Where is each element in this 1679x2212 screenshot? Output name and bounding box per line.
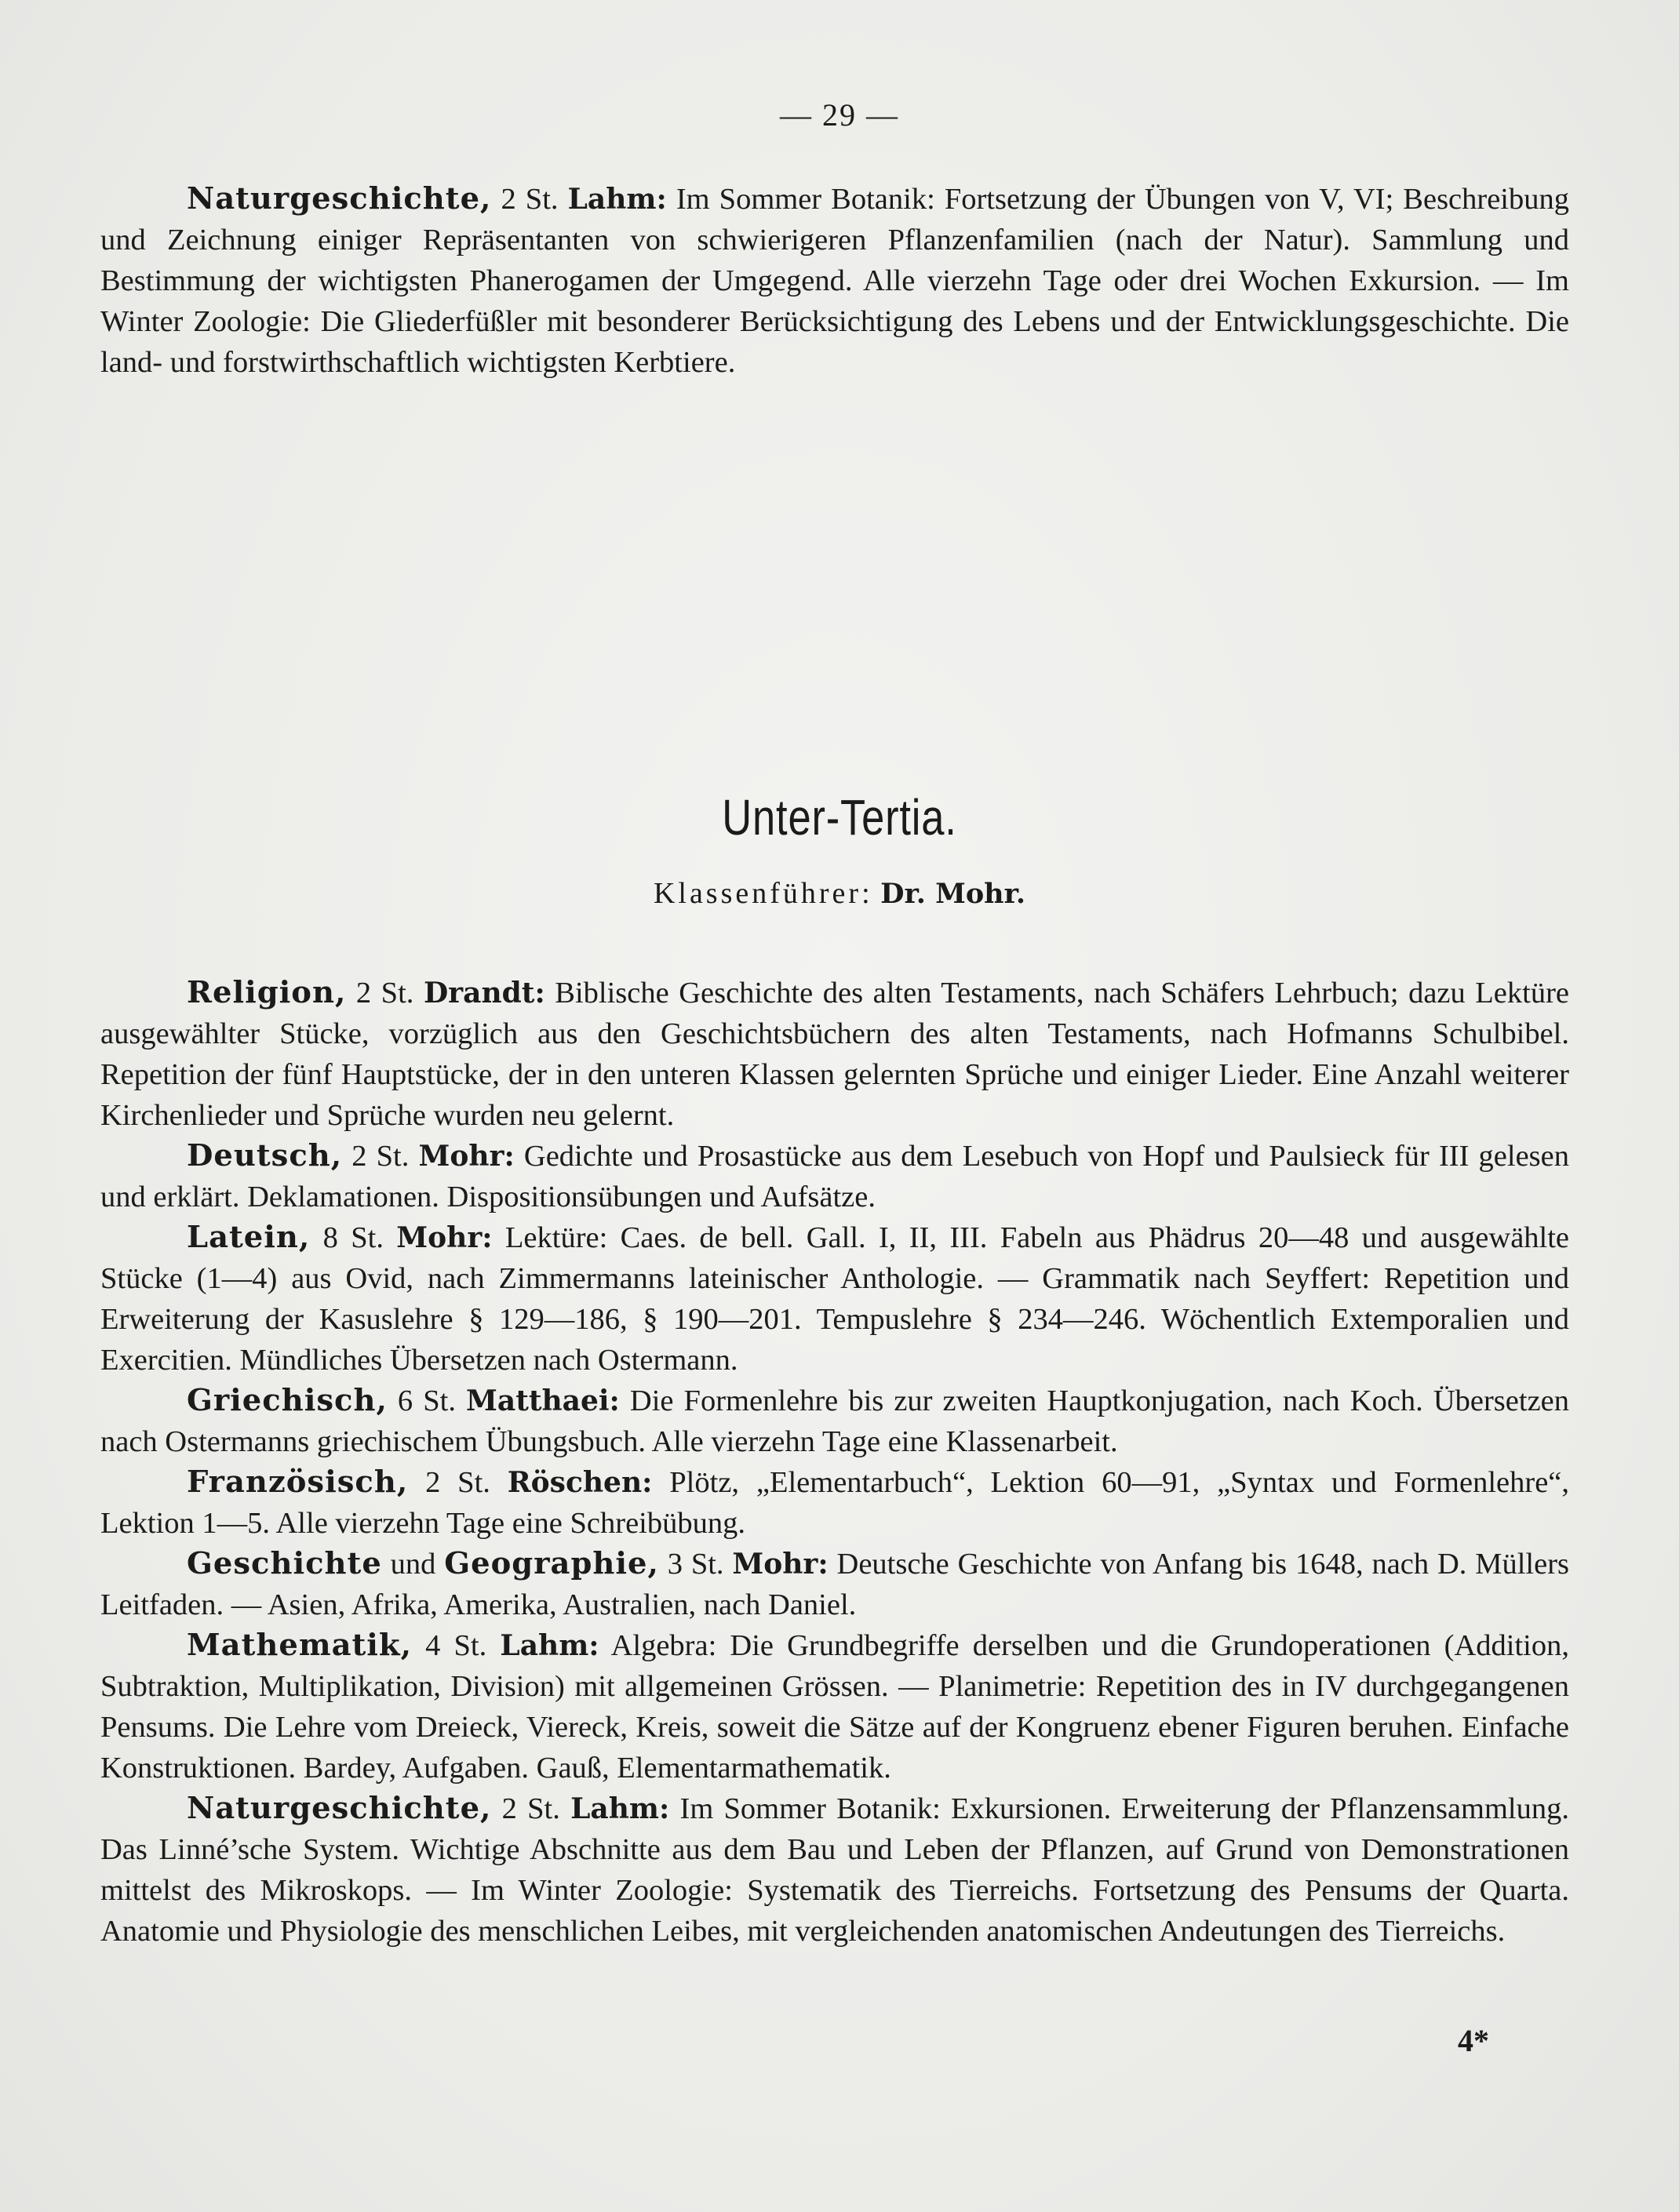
paragraph-naturgeschichte (100, 1788, 1569, 1952)
subjects-block (100, 973, 1569, 1952)
hours: 2 St. (408, 1466, 508, 1499)
teacher-name: Lahm: (567, 183, 667, 216)
teacher-name: Lahm: (570, 1792, 670, 1825)
teacher-name: Lahm: (500, 1629, 599, 1662)
top-paragraph-block (100, 179, 1569, 383)
teacher-name: Mohr: (732, 1548, 829, 1581)
paragraph-text: Die Formenlehre bis zur zweiten Hauptkonjugation, nach Koch. Übersetzen nach Ostermanns griechischem Übungsbuch. Alle vierzehn Tage eine Klassenarbeit. (100, 1384, 1569, 1458)
subject-label: Latein, (187, 1220, 311, 1255)
paragraph-mathematik (100, 1625, 1569, 1788)
paragraph-text: Algebra: Die Grundbegriffe derselben und die Grundoperationen (Addition, Subtraktion, Multiplikation, Division) mit allgemeinen Grössen. — Planimetrie: Repetition des in IV durchgegangenen Pensums. Die Lehre vom Dreieck, Viereck, Kreis, soweit die Sätze auf der Kongruenz ebener Figuren beruhen. Einfache Konstruktionen. Bardey, Aufgaben. Gauß, Elementarmathematik. (100, 1629, 1569, 1785)
teacher-name: Mohr: (396, 1221, 493, 1254)
teacher-name: Matthaei: (466, 1384, 620, 1417)
subject-label: Naturgeschichte, (187, 1791, 492, 1826)
subject-label: Deutsch, (187, 1138, 343, 1173)
hours: 2 St. (491, 183, 568, 216)
paragraph-text: Gedichte und Prosastücke aus dem Lesebuch von Hopf und Paulsieck für III gelesen und erklärt. Deklamationen. Dispositionsübungen und Aufsätze. (100, 1140, 1569, 1213)
subject-label: Naturgeschichte, (187, 181, 492, 216)
paragraph-religion (100, 973, 1569, 1136)
paragraph-text: Lektüre: Caes. de bell. Gall. I, II, III. Fabeln aus Phädrus 20—48 und ausgewählte Stücke (1—4) aus Ovid, nach Zimmermanns lateinischer Anthologie. — Grammatik nach Seyffert: Repetition und Erweiterung der Kasuslehre § 129—186, § 190—201. Tempuslehre § 234—246. Wöchentlich Extemporalien und Exercitien. Mündliches Übersetzen nach Ostermann. (100, 1221, 1570, 1377)
hours: 2 St. (491, 1792, 571, 1825)
hours: 2 St. (346, 977, 424, 1010)
teacher-name: Mohr: (418, 1140, 515, 1173)
paragraph-text: Deutsche Geschichte von Anfang bis 1648, nach D. Müllers Leitfaden. — Asien, Afrika, Amerika, Australien, nach Daniel. (100, 1548, 1570, 1621)
subject-label: Religion, (187, 975, 347, 1010)
paragraph-naturgeschichte-ober-tertia (100, 179, 1569, 383)
paragraph-text: Biblische Geschichte des alten Testaments, nach Schäfers Lehrbuch; dazu Lektüre ausgewählter Stücke, vorzüglich aus den Geschichtsbüchern des alten Testaments, nach Hofmanns Schulbibel. Repetition der fünf Hauptstücke, der in den unteren Klassen gelernten Sprüche und einiger Lieder. Eine Anzahl weiterer Kirchenlieder und Sprüche wurden neu gelernt. (100, 977, 1570, 1132)
connector: und (381, 1548, 445, 1581)
teacher-name: Röschen: (507, 1466, 653, 1499)
paragraph-text: Im Sommer Botanik: Exkursionen. Erweiterung der Pflanzensammlung. Das Linné’sche System. Wichtige Abschnitte aus dem Bau und Leben der Pflanzen, auf Grund von Demonstrationen mittelst des Mikroskops. — Im Winter Zoologie: Systematik des Tierreichs. Fortsetzung des Pensums der Quarta. Anatomie und Physiologie des menschlichen Leibes, mit vergleichenden anatomischen Andeutungen des Tierreichs. (100, 1792, 1570, 1948)
paragraph-geschichte-geographie (100, 1544, 1569, 1625)
paragraph-franzoesisch (100, 1462, 1569, 1544)
hours: 6 St. (387, 1384, 467, 1417)
subject-label-2: Geographie, (444, 1546, 659, 1581)
paragraph-text: Plötz, „Elementarbuch“, Lektion 60—91, „Syntax und Formenlehre“, Lektion 1—5. Alle vierzehn Tage eine Schreibübung. (100, 1466, 1569, 1540)
subject-label: Mathematik, (187, 1628, 413, 1663)
paragraph-deutsch (100, 1136, 1569, 1217)
paragraph-text: Im Sommer Botanik: Fortsetzung der Übungen von V, VI; Beschreibung und Zeichnung einiger Repräsentanten von schwierigeren Pflanzenfamilien (nach der Natur). Sammlung und Bestimmung der wichtigsten Phanerogamen der Umgegend. Alle vierzehn Tage oder drei Wochen Exkursion. — Im Winter Zoologie: Die Gliederfüßler mit besonderer Berücksichtigung des Lebens und der Entwicklungsgeschichte. Die land- und forstwirthschaftlich wichtigsten Kerbtiere. (100, 183, 1570, 379)
section-title: Unter-Tertia. (722, 789, 957, 846)
subject-label: Geschichte (187, 1546, 382, 1581)
teacher-name: Drandt: (423, 977, 545, 1010)
hours: 8 St. (310, 1221, 397, 1254)
hours: 3 St. (658, 1548, 733, 1581)
paragraph-latein (100, 1217, 1569, 1381)
subject-label: Französisch, (187, 1464, 409, 1500)
signature-mark: 4* (1458, 2023, 1489, 2058)
subject-label: Griechisch, (187, 1383, 388, 1418)
paragraph-griechisch (100, 1381, 1569, 1462)
hours: 2 St. (342, 1140, 419, 1173)
class-leader-name: Dr. Mohr. (880, 878, 1026, 910)
class-leader-label: Klassenführer: (653, 877, 873, 910)
page-number: — 29 — (780, 97, 899, 133)
hours: 4 St. (412, 1629, 501, 1662)
class-leader (0, 876, 1679, 911)
